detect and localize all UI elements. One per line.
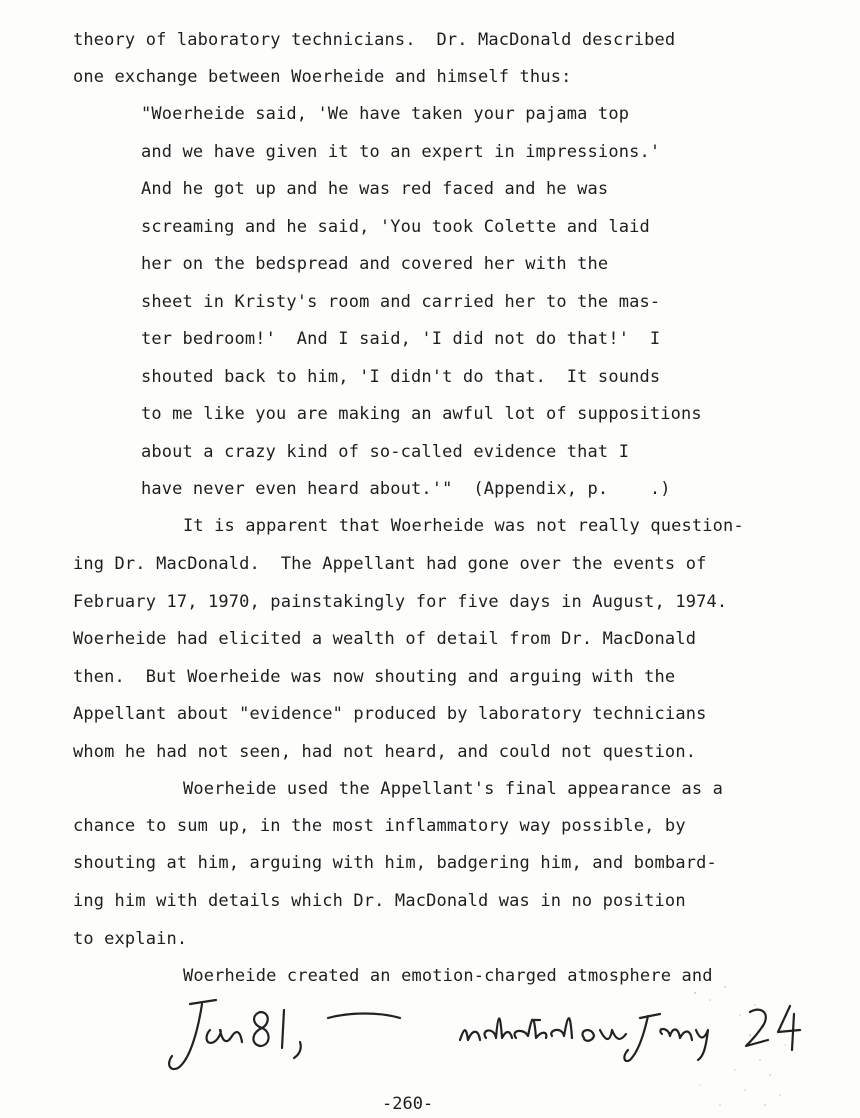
- text-line: Appellant about "evidence" produced by laboratory technicians: [73, 704, 707, 724]
- text-line: shouting at him, arguing with him, badgering him, and bombard-: [73, 853, 717, 873]
- quote-line: And he got up and he was red faced and he was: [141, 179, 609, 199]
- text-line: Woerheide created an emotion-charged atmosphere and: [183, 966, 713, 986]
- handwritten-annotation: [160, 990, 820, 1080]
- text-line: one exchange between Woerheide and himself thus:: [73, 67, 572, 87]
- page-number: -260-: [382, 1094, 434, 1114]
- quote-line: screaming and he said, 'You took Colette and laid: [141, 217, 650, 237]
- text-line: ing him with details which Dr. MacDonald was in no position: [73, 891, 686, 911]
- quote-line: have never even heard about.'" (Appendix, p. .): [141, 479, 671, 499]
- quote-line: "Woerheide said, 'We have taken your pajama top: [141, 104, 630, 124]
- quote-line: to me like you are making an awful lot of suppositions: [141, 404, 702, 424]
- quote-line: her on the bedspread and covered her with the: [141, 254, 609, 274]
- text-line: It is apparent that Woerheide was not really question-: [183, 516, 744, 536]
- text-line: chance to sum up, in the most inflammatory way possible, by: [73, 816, 686, 836]
- quote-line: and we have given it to an expert in impressions.': [141, 142, 661, 162]
- text-line: ing Dr. MacDonald. The Appellant had gone over the events of: [73, 554, 707, 574]
- text-line: whom he had not seen, had not heard, and could not question.: [73, 742, 697, 762]
- text-line: to explain.: [73, 929, 188, 949]
- text-line: theory of laboratory technicians. Dr. MacDonald described: [73, 30, 676, 50]
- text-line: then. But Woerheide was now shouting and arguing with the: [73, 667, 676, 687]
- quote-line: ter bedroom!' And I said, 'I did not do that!' I: [141, 329, 661, 349]
- quote-line: about a crazy kind of so-called evidence that I: [141, 442, 630, 462]
- quote-line: shouted back to him, 'I didn't do that. It sounds: [141, 367, 661, 387]
- text-line: Woerheide used the Appellant's final appearance as a: [183, 779, 724, 799]
- text-line: Woerheide had elicited a wealth of detail from Dr. MacDonald: [73, 629, 697, 649]
- quote-line: sheet in Kristy's room and carried her to the mas-: [141, 292, 661, 312]
- text-line: February 17, 1970, painstakingly for five days in August, 1974.: [73, 592, 728, 612]
